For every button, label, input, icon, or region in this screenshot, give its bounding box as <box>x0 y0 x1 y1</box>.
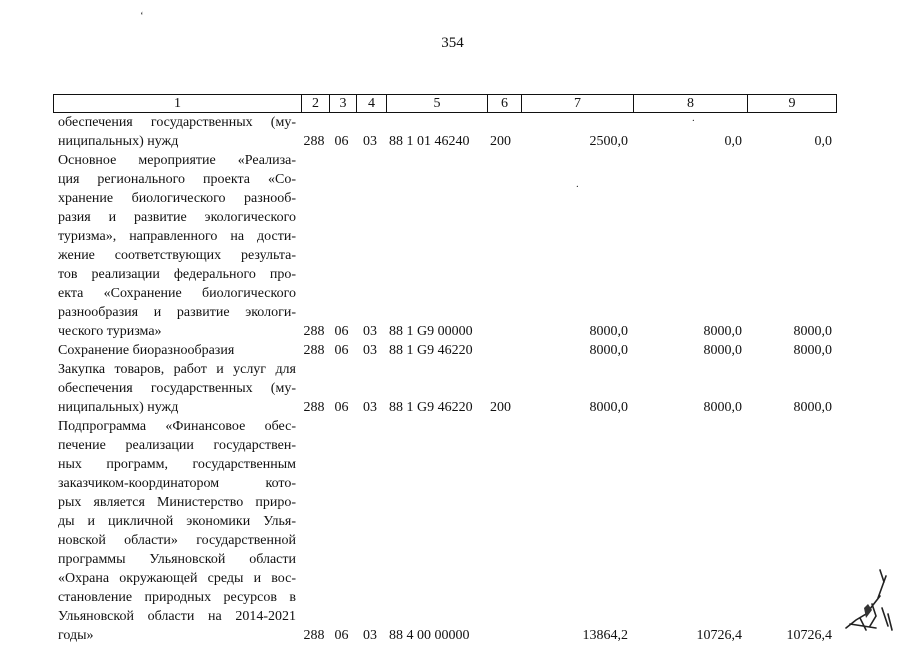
cell-col-3: 06 <box>334 324 349 339</box>
scan-speck: . <box>576 178 579 190</box>
row-description-line: ция регионального проекта «Со- <box>58 172 296 187</box>
row-description-line: обеспечения государственных (му- <box>58 381 296 396</box>
cell-col-4: 03 <box>363 324 377 339</box>
cell-col-8: 8000,0 <box>703 324 742 339</box>
row-description-line: Подпрограмма «Финансовое обес- <box>58 419 296 434</box>
cell-col-3: 06 <box>334 400 349 415</box>
row-description-line: ды и цикличной экономики Улья- <box>58 514 296 529</box>
row-description-line: рых является Министерство приро- <box>58 495 296 510</box>
table-row <box>53 113 837 151</box>
row-description-line: разия и развитие экологического <box>58 210 296 225</box>
row-description-line: «Охрана окружающей среды и вос- <box>58 571 296 586</box>
cell-col-3: 06 <box>334 134 349 149</box>
cell-col-5: 88 1 01 46240 <box>389 134 470 149</box>
row-description-line: ческого туризма» <box>58 324 162 339</box>
scan-speck: ‘ <box>140 10 144 22</box>
table-row <box>53 341 837 360</box>
cell-col-6 <box>490 626 520 645</box>
cell-col-6 <box>490 322 520 341</box>
row-description-line: печение реализации государствен- <box>58 438 296 453</box>
cell-col-6: 200 <box>490 134 511 149</box>
page-number: 354 <box>441 35 464 51</box>
budget-table <box>53 94 837 643</box>
row-description-line: хранение биологического разнооб- <box>58 191 296 206</box>
header-col-1: 1 <box>174 96 181 111</box>
row-description-line: жение соответствующих результа- <box>58 248 296 263</box>
table-row <box>53 151 837 341</box>
row-description-line: новской области» государственной <box>58 533 296 548</box>
header-col-4: 4 <box>356 95 386 112</box>
cell-col-5: 88 1 G9 00000 <box>389 324 473 339</box>
cell-col-4: 03 <box>363 628 377 643</box>
row-description-line: ных программ, государственным <box>58 457 296 472</box>
cell-col-3: 06 <box>334 628 349 643</box>
row-description-line: тов реализации федерального про- <box>58 267 296 282</box>
row-description-line: Закупка товаров, работ и услуг для <box>58 362 296 377</box>
row-description-line: становление природных ресурсов в <box>58 590 296 605</box>
cell-col-5: 88 4 00 00000 <box>389 628 470 643</box>
cell-col-5: 88 1 G9 46220 <box>389 343 473 358</box>
header-col-5: 5 <box>386 95 487 112</box>
cell-col-9: 8000,0 <box>793 324 832 339</box>
row-description-line: ниципальных) нужд <box>58 400 179 415</box>
cell-col-4: 03 <box>363 400 377 415</box>
cell-col-6: 200 <box>490 400 511 415</box>
header-col-3: 3 <box>329 95 356 112</box>
cell-col-3: 06 <box>334 343 349 358</box>
header-col-7: 7 <box>521 95 633 112</box>
header-col-9: 9 <box>747 95 836 112</box>
row-description-line: разнообразия и развитие экологи- <box>58 305 296 320</box>
cell-col-8: 8000,0 <box>703 400 742 415</box>
row-description-line: Ульяновской области на 2014-2021 <box>58 609 296 624</box>
cell-col-9: 10726,4 <box>786 628 832 643</box>
row-description-line: екта «Сохранение биологического <box>58 286 296 301</box>
header-col-6: 6 <box>487 95 521 112</box>
cell-col-9: 0,0 <box>814 134 832 149</box>
cell-col-5: 88 1 G9 46220 <box>389 400 473 415</box>
table-row <box>53 360 837 417</box>
cell-col-7: 8000,0 <box>589 343 628 358</box>
cell-col-4: 03 <box>363 343 377 358</box>
cell-col-7: 8000,0 <box>589 400 628 415</box>
cell-col-7: 8000,0 <box>589 324 628 339</box>
cell-col-7: 13864,2 <box>582 628 628 643</box>
cell-col-2: 288 <box>303 324 325 339</box>
table-row <box>53 417 837 645</box>
row-description-line: Сохранение биоразнообразия <box>58 343 235 358</box>
table-header-row <box>53 94 837 113</box>
row-description-line: годы» <box>58 628 94 643</box>
cell-col-2: 288 <box>303 400 325 415</box>
signature-mark <box>836 568 896 632</box>
cell-col-9: 8000,0 <box>793 400 832 415</box>
cell-col-4: 03 <box>363 134 377 149</box>
cell-col-7: 2500,0 <box>589 134 628 149</box>
row-description-line: программы Ульяновской области <box>58 552 296 567</box>
cell-col-8: 0,0 <box>724 134 742 149</box>
row-description-line: туризма», направленного на дости- <box>58 229 296 244</box>
cell-col-2: 288 <box>303 134 325 149</box>
cell-col-6 <box>490 341 520 360</box>
cell-col-2: 288 <box>303 343 325 358</box>
cell-col-8: 8000,0 <box>703 343 742 358</box>
row-description-line: обеспечения государственных (му- <box>58 115 296 130</box>
row-description-line: Основное мероприятие «Реализа- <box>58 153 296 168</box>
cell-col-8: 10726,4 <box>696 628 742 643</box>
cell-col-9: 8000,0 <box>793 343 832 358</box>
header-col-2: 2 <box>301 95 329 112</box>
row-description-line: ниципальных) нужд <box>58 134 179 149</box>
scan-speck: . <box>692 112 695 124</box>
cell-col-2: 288 <box>303 628 325 643</box>
row-description-line: заказчиком-координатором кото- <box>58 476 296 491</box>
header-col-8: 8 <box>633 95 747 112</box>
